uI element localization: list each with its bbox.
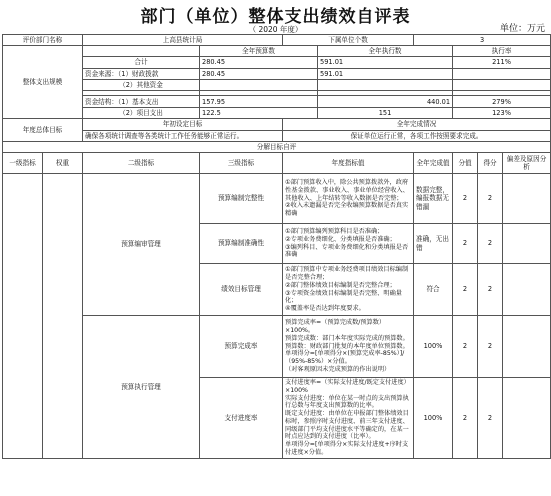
sub-units-value: 3 (414, 35, 551, 46)
done-cell: 数据完整，编报数据无错漏 (414, 174, 453, 224)
got-cell: 2 (478, 174, 503, 224)
budget-blank (83, 46, 200, 57)
col-exec: 全年执行数 (318, 46, 453, 57)
str1-exec: 440.01 (318, 96, 453, 108)
score-cell: 2 (453, 224, 478, 264)
got-cell: 2 (478, 378, 503, 459)
src1-label: 资金来源：（1）财政拨款 (83, 68, 200, 79)
score-cell: 2 (453, 378, 478, 459)
header-l1: 一级指标 (3, 153, 43, 174)
sub-units-label: 下属单位个数 (283, 35, 414, 46)
analysis-cell (503, 264, 551, 316)
got-cell: 2 (478, 316, 503, 378)
col-goal: 年初设定目标 (83, 119, 283, 130)
l3-cell: 预算编制完整性 (200, 174, 283, 224)
dept-name: 上高县统计局 (83, 35, 283, 46)
analysis-cell (503, 316, 551, 378)
col-done: 全年完成情况 (283, 119, 551, 130)
src1-exec: 591.01 (318, 68, 453, 79)
str1-label: 资金结构：（1）基本支出 (83, 96, 200, 108)
total-rate: 211% (453, 57, 551, 68)
done-cell: 准确，无出错 (414, 224, 453, 264)
header-l3: 三级指标 (200, 153, 283, 174)
got-cell: 2 (478, 264, 503, 316)
target-cell: ①部门预算收入中，除公共预算拨款外，政府性基金拨款、事业收入、事业单位经营收入、其他收入、上年结转等收入数据是否完整； ②收入未遗漏是否完全收编预算数据是否真实精确 (283, 174, 414, 224)
header-score: 分值 (453, 153, 478, 174)
str2-rate: 123% (453, 108, 551, 119)
l2-budget-execution: 预算执行管理 (83, 316, 200, 459)
str2-label: （2）项目支出 (83, 108, 200, 119)
header-weight: 权重 (43, 153, 83, 174)
str1-rate: 279% (453, 96, 551, 108)
budget-section-label: 整体支出规模 (3, 46, 83, 119)
target-cell: 支付进度率=（实际支付进度/既定支付进度）×100% 实际支付进度：单位在某一时点的支出预算执行总数与年度支出预算数的比率。 既定支付进度：由单位在申报部门整体绩效目标时，参照序时支付进度、前三年支付进度、同级部门平均支付进度水平等确定的，在某一时点应达到的支付进度（比率）。 单项得分=[单项得分×实际支付进度+序时支付进度×分值。 (283, 378, 414, 459)
str1-plan: 157.95 (200, 96, 318, 108)
l2-budget-management: 预算编审管理 (83, 174, 200, 316)
target-cell: ①部门预算中专项业务经费项目绩效目标编制是否完整合理； ②部门整体绩效目标编制是否完整合理； ③专项资金绩效目标编制是否完整、明确量化； ④覆盖率是否达到年度要求。 (283, 264, 414, 316)
header-analysis: 偏差及原因分析 (503, 153, 551, 174)
total-plan: 280.45 (200, 57, 318, 68)
done-cell: 100% (414, 378, 453, 459)
src1-plan: 280.45 (200, 68, 318, 79)
analysis-cell (503, 378, 551, 459)
score-cell: 2 (453, 316, 478, 378)
header-got: 得分 (478, 153, 503, 174)
header-l2: 二级指标 (83, 153, 200, 174)
col-rate: 执行率 (453, 46, 551, 57)
indicators-section-title: 分解目标自评 (3, 141, 551, 152)
target-cell: ①部门预算编列预算科目是否准确； ②专项业务费细化、分类填报是否准确； ③编列科目、专项业务费细化和分类填报是否准确 (283, 224, 414, 264)
done-cell: 100% (414, 316, 453, 378)
analysis-cell (503, 224, 551, 264)
header-done: 全年完成值 (414, 153, 453, 174)
done-cell: 符合 (414, 264, 453, 316)
l1-cell (3, 174, 43, 459)
l3-cell: 预算编制准确性 (200, 224, 283, 264)
unit-label: 单位：万元 (499, 24, 545, 34)
header-target: 年度指标值 (283, 153, 414, 174)
weight-cell (43, 174, 83, 459)
done-text: 保证单位运行正常，各项工作按照要求完成。 (283, 130, 551, 141)
score-cell: 2 (453, 174, 478, 224)
l3-cell: 支付进度率 (200, 378, 283, 459)
form-title: 部门（单位）整体支出绩效自评表 (140, 7, 411, 27)
total-exec: 591.01 (318, 57, 453, 68)
evaluation-table (2, 34, 551, 459)
got-cell: 2 (478, 224, 503, 264)
src2-label: （2）其他资金 (83, 79, 200, 90)
total-label: 合计 (83, 57, 200, 68)
str2-plan: 122.5 (200, 108, 318, 119)
l3-cell: 绩效目标管理 (200, 264, 283, 316)
target-cell: 预算完成率=（预算完成数/预算数）×100%。 预算完成数：部门本年度实际完成的预算数。 预算数：财政部门批复的本年度单位预算数。 单项得分=[单项得分×(预算完成率-85%）]/（95%-85%）×分值。 （对客观原因未完成预算的作出说明） (283, 316, 414, 378)
dept-label: 评价部门名称 (3, 35, 83, 46)
goal-text: 确保各项统计调查等各类统计工作任务能够正常运行。 (83, 130, 283, 141)
col-plan: 全年预算数 (200, 46, 318, 57)
l3-cell: 预算完成率 (200, 316, 283, 378)
form-subtitle: （ 2020 年度） (248, 25, 303, 34)
analysis-cell (503, 174, 551, 224)
score-cell: 2 (453, 264, 478, 316)
goals-label: 年度总体目标 (3, 119, 83, 141)
str2-exec: 151 (318, 108, 453, 119)
